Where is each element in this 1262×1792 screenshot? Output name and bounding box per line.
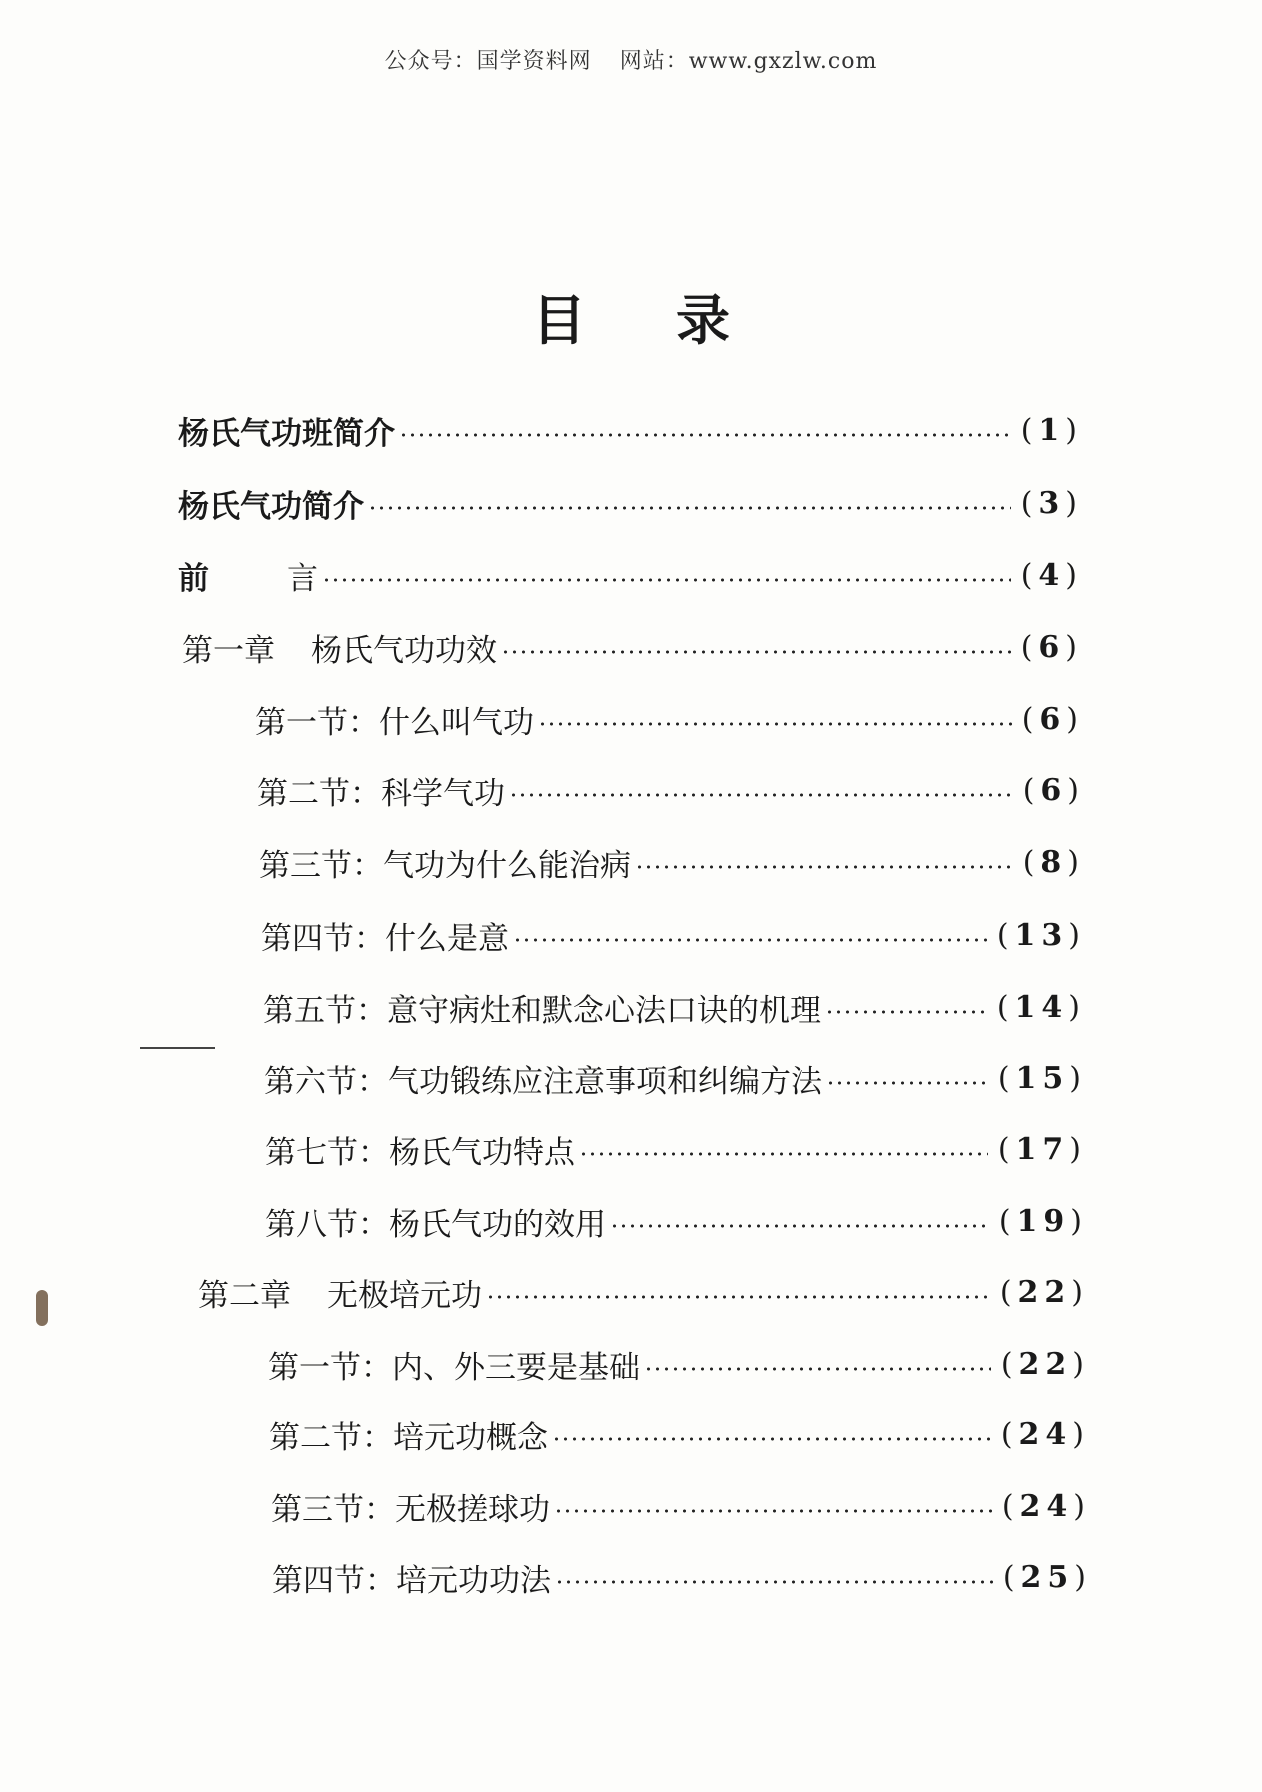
toc-page-number: (25) [1002, 1559, 1092, 1595]
toc-leader-dots [610, 1224, 989, 1228]
toc-entry-label: 第八节：杨氏气功的效用 [265, 1206, 606, 1243]
scan-mark [140, 1047, 215, 1049]
toc-entry [178, 408, 1083, 452]
toc-page-number: (22) [999, 1274, 1089, 1310]
toc-page-number: (19) [998, 1203, 1088, 1239]
toc-section [269, 1412, 1090, 1456]
toc-entry-label: 第三节：无极搓球功 [271, 1491, 550, 1528]
toc-entry-label: 第四节：什么是意 [261, 920, 509, 957]
toc-page-number: (24) [1000, 1416, 1090, 1452]
toc-page-number: (8) [1022, 844, 1085, 880]
toc-section [265, 1127, 1087, 1171]
toc-page-number: (3) [1020, 485, 1083, 521]
toc-entry-label: 杨氏气功简介 [178, 488, 364, 525]
toc-entry-label: 第一节：内、外三要是基础 [268, 1349, 640, 1386]
toc-entry [178, 481, 1083, 525]
toc-leader-dots [579, 1152, 988, 1156]
header-account: 公众号：国学资料网 [384, 49, 592, 74]
toc-page-number: (1) [1020, 412, 1083, 448]
toc-page-number: (14) [996, 989, 1086, 1025]
toc-entry-label: 第二节：科学气功 [257, 775, 505, 812]
toc-page-number: (13) [996, 917, 1086, 953]
toc-leader-dots [826, 1081, 988, 1085]
toc-entry-label: 杨氏气功班简介 [178, 415, 395, 452]
toc-page-number: (6) [1021, 701, 1084, 737]
toc-section [257, 768, 1085, 812]
toc-section [271, 1484, 1091, 1528]
toc-page-number: (24) [1001, 1488, 1091, 1524]
toc-page-number: (6) [1020, 629, 1083, 665]
toc-entry-label: 第四节：培元功功法 [272, 1562, 551, 1599]
toc-section [255, 697, 1084, 741]
toc-leader-dots [501, 650, 1011, 654]
toc-chapter [182, 625, 1083, 669]
toc-section [268, 1342, 1090, 1386]
toc-entry-label: 前 言 [178, 560, 318, 597]
toc-leader-dots [825, 1010, 987, 1014]
toc-leader-dots [644, 1367, 991, 1371]
toc-section [272, 1555, 1092, 1599]
toc-leader-dots [555, 1580, 993, 1584]
toc-leader-dots [538, 722, 1012, 726]
toc-leader-dots [399, 433, 1011, 437]
page-title: 目录 [532, 289, 820, 352]
toc-leader-dots [513, 938, 987, 942]
toc-leader-dots [554, 1509, 992, 1513]
toc-entry-label: 第七节：杨氏气功特点 [265, 1134, 575, 1171]
toc-leader-dots [486, 1295, 990, 1299]
toc-leader-dots [509, 793, 1013, 797]
toc-section [264, 1056, 1087, 1100]
toc-chapter [198, 1270, 1089, 1314]
toc-entry-label: 第三节：气功为什么能治病 [259, 847, 631, 884]
toc-entry-label: 第一章 杨氏气功功效 [182, 632, 497, 669]
page-header [0, 44, 1262, 75]
header-site: 网站：www.gxzlw.com [619, 49, 878, 74]
toc-leader-dots [552, 1437, 991, 1441]
toc-section [265, 1199, 1088, 1243]
toc-section [259, 840, 1085, 884]
toc-entry-label: 第二章 无极培元功 [198, 1277, 482, 1314]
toc-page-number: (17) [997, 1131, 1087, 1167]
toc-page-number: (4) [1020, 557, 1083, 593]
toc-leader-dots [368, 506, 1011, 510]
toc-leader-dots [322, 578, 1011, 582]
toc-section [263, 985, 1086, 1029]
toc-entry-label: 第五节：意守病灶和默念心法口诀的机理 [263, 992, 821, 1029]
toc-page-number: (22) [1000, 1346, 1090, 1382]
toc-page-number: (15) [997, 1060, 1087, 1096]
toc-entry-label: 第一节：什么叫气功 [255, 704, 534, 741]
toc-entry [178, 553, 1083, 597]
toc-leader-dots [635, 865, 1013, 869]
toc-section [261, 913, 1086, 957]
toc-page-number: (6) [1022, 772, 1085, 808]
toc-entry-label: 第六节：气功锻练应注意事项和纠编方法 [264, 1063, 822, 1100]
toc-entry-label: 第二节：培元功概念 [269, 1419, 548, 1456]
page-stain [36, 1290, 48, 1326]
